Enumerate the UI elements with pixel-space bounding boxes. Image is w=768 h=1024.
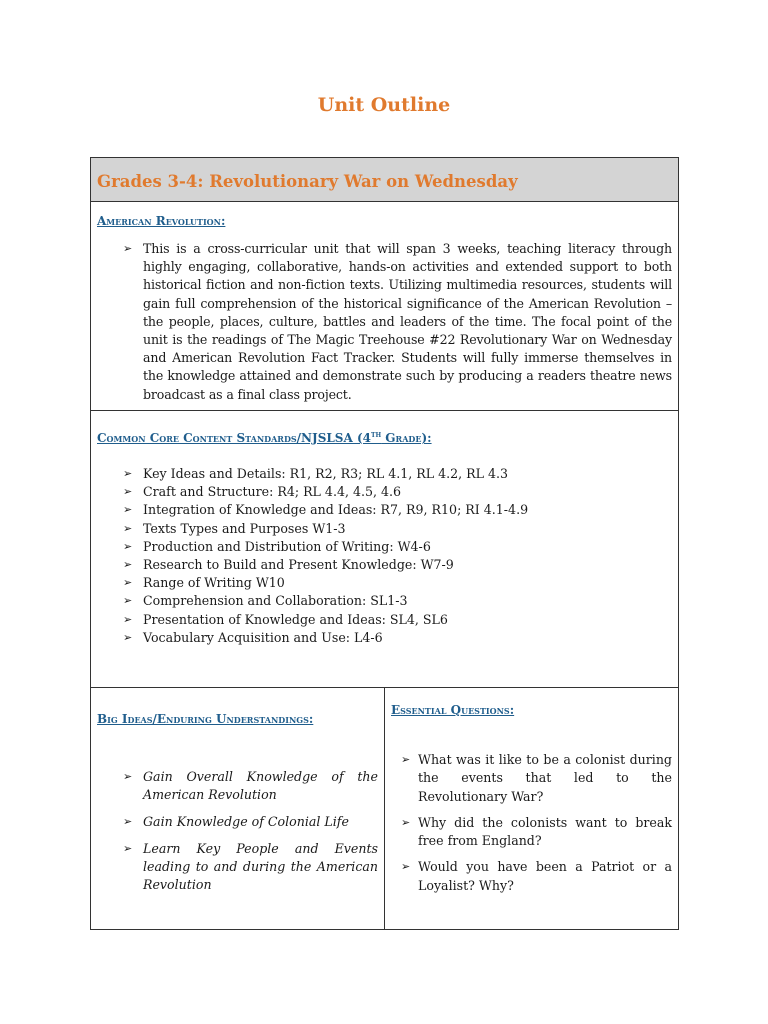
arrowhead-bullet-icon: ➢: [123, 521, 133, 535]
big-ideas-heading: Big Ideas/Enduring Understandings:: [97, 712, 314, 726]
list-item: [97, 611, 672, 629]
list-item: [97, 501, 672, 519]
standards-heading-sup: th: [370, 429, 382, 439]
list-item: [391, 858, 672, 895]
unit-description: This is a cross-curricular unit that will span 3 weeks, teaching literacy through highly engaging, collaborative, hands-on activities and extended support to both historical fiction and non-fiction texts. Utilizing multimedia resources, students will gain full comprehension of the historical significance of the American Revolution – the people, places, culture, battles and leaders of the time. The focal point of the unit is the readings of The Magic Treehouse #22 Revolutionary War on Wednesday and American Revolution Fact Tracker. Students will fully immerse themselves in the knowledge attained and demonstrate such by producing a readers theatre news broadcast as a final class project.: [143, 241, 672, 402]
arrowhead-bullet-icon: ➢: [123, 576, 133, 590]
list-item: [97, 556, 672, 574]
list-item: [97, 574, 672, 592]
list-item-text: Gain Overall Knowledge of the American Revolution: [143, 769, 378, 802]
essential-questions-column: [385, 688, 678, 929]
unit-outline-table: [90, 157, 679, 930]
arrowhead-bullet-icon: ➢: [123, 594, 133, 608]
page-title: Unit Outline: [317, 94, 451, 116]
list-item: [97, 768, 378, 804]
grade-title: Grades 3-4: Revolutionary War on Wednesday: [97, 172, 518, 191]
list-item-text: Learn Key People and Events leading to and during the American Revolution: [143, 841, 378, 892]
essential-questions-list: [391, 751, 672, 895]
list-item: [97, 483, 672, 501]
arrowhead-bullet-icon: ➢: [123, 485, 133, 499]
arrowhead-bullet-icon: ➢: [123, 770, 133, 783]
big-ideas-column: [91, 688, 385, 929]
table-header-row: [91, 158, 678, 202]
list-item: [97, 840, 378, 894]
list-item-text: What was it like to be a colonist during the events that led to the Revolutionary War?: [418, 752, 672, 804]
list-item-text: Key Ideas and Details: R1, R2, R3; RL 4.1, RL 4.2, RL 4.3: [143, 466, 509, 481]
arrowhead-bullet-icon: ➢: [123, 503, 133, 517]
standards-heading: [97, 429, 672, 445]
standards-list: [97, 465, 672, 647]
list-item-text: Integration of Knowledge and Ideas: R7, R9, R10; RI 4.1-4.9: [143, 502, 529, 518]
standards-heading-end: Grade):: [381, 431, 432, 445]
standards-section: [91, 411, 678, 688]
arrowhead-bullet-icon: ➢: [123, 467, 133, 480]
american-revolution-heading: American Revolution:: [97, 214, 226, 228]
list-item-text: Research to Build and Present Knowledge: W7-9: [143, 557, 454, 573]
arrowhead-bullet-icon: ➢: [123, 242, 133, 255]
big-ideas-list: [97, 768, 378, 894]
arrowhead-bullet-icon: ➢: [123, 815, 133, 828]
american-revolution-list: [97, 240, 672, 404]
list-item-text: Would you have been a Patriot or a Loyalist? Why?: [418, 859, 672, 893]
arrowhead-bullet-icon: ➢: [401, 860, 411, 874]
list-item: [97, 465, 672, 483]
american-revolution-section: [91, 202, 678, 411]
list-item-text: Presentation of Knowledge and Ideas: SL4, SL6: [143, 611, 448, 627]
list-item-text: Production and Distribution of Writing: W4-6: [143, 538, 431, 554]
list-item: [97, 538, 672, 556]
arrowhead-bullet-icon: ➢: [123, 612, 133, 626]
list-item-text: Why did the colonists want to break free from England?: [418, 814, 672, 849]
arrowhead-bullet-icon: ➢: [123, 630, 133, 644]
arrowhead-bullet-icon: ➢: [401, 815, 411, 829]
arrowhead-bullet-icon: ➢: [123, 842, 133, 855]
essential-questions-heading: Essential Questions:: [391, 703, 515, 717]
list-item-text: Range of Writing W10: [143, 575, 285, 591]
list-item-text: Gain Knowledge of Colonial Life: [143, 814, 349, 829]
list-item: [97, 813, 378, 831]
list-item-text: Vocabulary Acquisition and Use: L4-6: [143, 629, 383, 645]
list-item: [391, 814, 672, 851]
list-item-text: Craft and Structure: R4; RL 4.4, 4.5, 4.6: [143, 484, 402, 500]
list-item-text: Texts Types and Purposes W1-3: [143, 520, 346, 536]
standards-heading-text: Common Core Content Standards/NJSLSA (4: [97, 431, 371, 445]
bottom-row: [91, 688, 678, 929]
list-item-text: Comprehension and Collaboration: SL1-3: [143, 593, 408, 609]
arrowhead-bullet-icon: ➢: [123, 539, 133, 553]
list-item: [97, 520, 672, 538]
list-item: [97, 629, 672, 647]
arrowhead-bullet-icon: ➢: [123, 558, 133, 572]
arrowhead-bullet-icon: ➢: [401, 753, 411, 766]
list-item: [97, 240, 672, 404]
list-item: [391, 751, 672, 806]
list-item: [97, 592, 672, 610]
